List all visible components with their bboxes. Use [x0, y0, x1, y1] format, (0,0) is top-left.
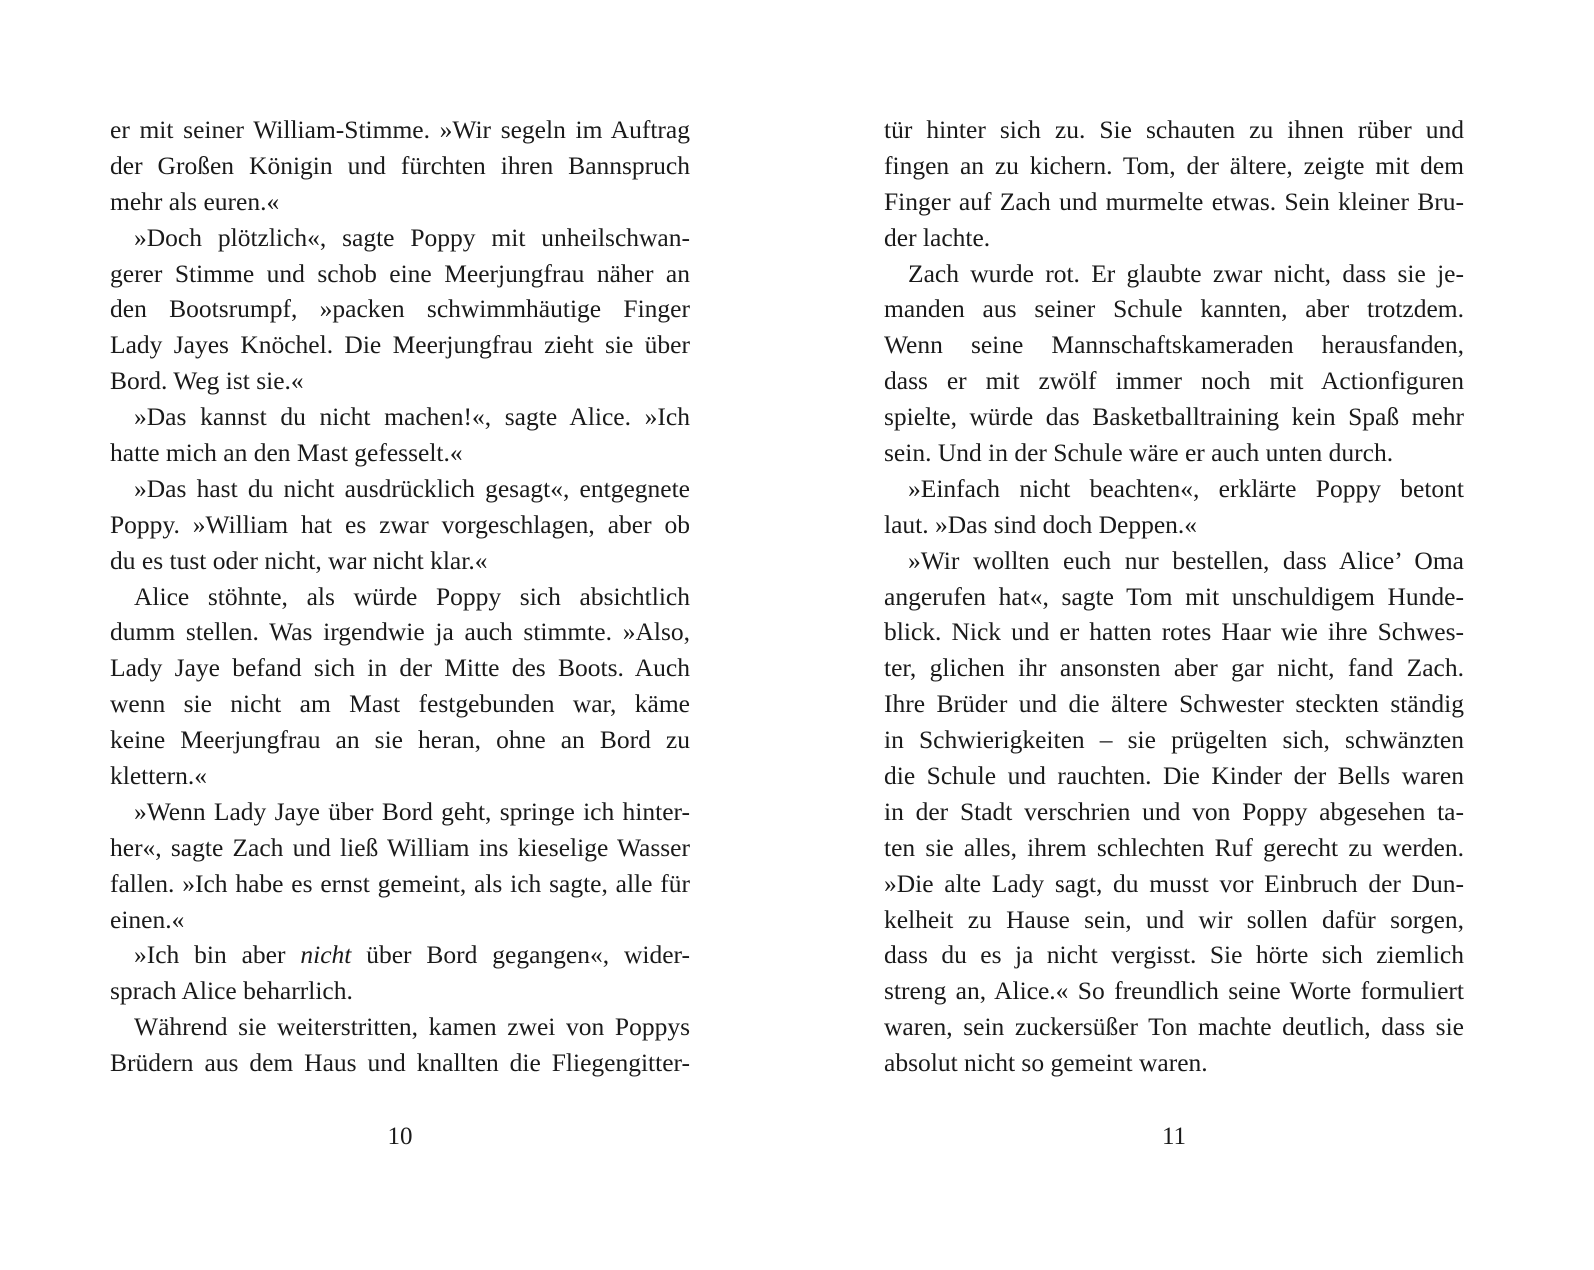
- text-line: in Schwierigkeiten – sie prügelten sich, schwänzten: [884, 725, 1464, 755]
- left-page-text: [110, 112, 690, 1081]
- text-segment: über Bord gegangen«, wider-: [351, 940, 690, 970]
- text-line: sprach Alice beharrlich.: [110, 976, 353, 1006]
- text-line: Bord. Weg ist sie.«: [110, 366, 304, 396]
- text-line: angerufen hat«, sagte Tom mit unschuldigem Hunde-: [884, 581, 1464, 611]
- text-line: sein. Und in der Schule wäre er auch unten durch.: [884, 438, 1394, 468]
- text-line: du es tust oder nicht, war nicht klar.«: [110, 545, 488, 575]
- text-line: der Großen Königin und fürchten ihren Bannspruch: [110, 150, 690, 180]
- text-line: Finger auf Zach und murmelte etwas. Sein kleiner Bru-: [884, 186, 1464, 216]
- text-line: Poppy. »William hat es zwar vorgeschlagen, aber ob: [110, 509, 690, 539]
- text-line: tür hinter sich zu. Sie schauten zu ihnen rüber und: [884, 115, 1464, 144]
- text-line: dass er mit zwölf immer noch mit Actionfiguren: [884, 366, 1464, 396]
- text-line: der lachte.: [884, 222, 991, 252]
- text-line: spielte, würde das Basketballtraining kein Spaß mehr: [884, 402, 1464, 432]
- text-segment: »Ich bin aber: [134, 940, 301, 970]
- text-line: einen.«: [110, 904, 185, 934]
- text-line: [110, 937, 690, 973]
- text-line: dumm stellen. Was irgendwie ja auch stimmte. »Also,: [110, 617, 690, 647]
- text-line: Alice stöhnte, als würde Poppy sich absichtlich: [134, 581, 690, 611]
- text-line: hatte mich an den Mast gefesselt.«: [110, 438, 463, 468]
- text-line: Ihre Brüder und die ältere Schwester steckten ständig: [884, 689, 1464, 719]
- text-line: gerer Stimme und schob eine Meerjungfrau näher an: [110, 258, 690, 288]
- text-line: »Wenn Lady Jaye über Bord geht, springe ich hinter-: [134, 796, 690, 826]
- text-line: waren, sein zuckersüßer Ton machte deutlich, dass sie: [884, 1012, 1464, 1042]
- text-line: Während sie weiterstritten, kamen zwei von Poppys: [134, 1012, 690, 1042]
- left-page-number: 10: [387, 1123, 413, 1150]
- text-line: her«, sagte Zach und ließ William ins kieselige Wasser: [110, 832, 690, 862]
- text-line: streng an, Alice.« So freundlich seine Worte formuliert: [884, 976, 1464, 1006]
- text-line: er mit seiner William-Stimme. »Wir segeln im Auftrag: [110, 115, 690, 144]
- text-line: manden aus seiner Schule kannten, aber trotzdem.: [884, 294, 1464, 324]
- text-line: Zach wurde rot. Er glaubte zwar nicht, dass sie je-: [908, 258, 1464, 288]
- text-line: mehr als euren.«: [110, 186, 280, 216]
- text-line: dass du es ja nicht vergisst. Sie hörte sich ziemlich: [884, 940, 1464, 970]
- text-line: »Das kannst du nicht machen!«, sagte Alice. »Ich: [134, 402, 690, 432]
- text-line: die Schule und rauchten. Die Kinder der Bells waren: [884, 761, 1464, 791]
- text-line: fallen. »Ich habe es ernst gemeint, als ich sagte, alle für: [110, 868, 690, 898]
- text-line: ten sie alles, ihrem schlechten Ruf gerecht zu werden.: [884, 832, 1464, 862]
- right-page-text: [884, 112, 1464, 1081]
- text-line: Lady Jayes Knöchel. Die Meerjungfrau zieht sie über: [110, 330, 690, 360]
- text-line: fingen an zu kichern. Tom, der ältere, zeigte mit dem: [884, 150, 1464, 180]
- text-line: in der Stadt verschrien und von Poppy abgesehen ta-: [884, 796, 1464, 826]
- text-line: »Die alte Lady sagt, du musst vor Einbruch der Dun-: [884, 868, 1464, 898]
- emphasis-text: nicht: [300, 940, 352, 970]
- text-line: blick. Nick und er hatten rotes Haar wie ihre Schwes-: [884, 617, 1464, 647]
- right-page-number: 11: [1161, 1123, 1187, 1150]
- text-line: Brüdern aus dem Haus und knallten die Fliegengitter-: [110, 1048, 690, 1078]
- text-line: laut. »Das sind doch Deppen.«: [884, 509, 1198, 539]
- text-line: den Bootsrumpf, »packen schwimmhäutige Finger: [110, 294, 690, 324]
- text-line: »Doch plötzlich«, sagte Poppy mit unheilschwan-: [134, 222, 690, 252]
- text-line: absolut nicht so gemeint waren.: [884, 1048, 1208, 1078]
- text-line: »Einfach nicht beachten«, erklärte Poppy betont: [908, 473, 1464, 503]
- text-line: »Das hast du nicht ausdrücklich gesagt«, entgegnete: [134, 473, 690, 503]
- text-line: Lady Jaye befand sich in der Mitte des Boots. Auch: [110, 653, 690, 683]
- text-line: klettern.«: [110, 761, 208, 791]
- text-line: wenn sie nicht am Mast festgebunden war, käme: [110, 689, 690, 719]
- text-line: »Wir wollten euch nur bestellen, dass Alice’ Oma: [908, 545, 1464, 575]
- text-line: keine Meerjungfrau an sie heran, ohne an Bord zu: [110, 725, 690, 755]
- text-line: ter, glichen ihr ansonsten aber gar nicht, fand Zach.: [884, 653, 1464, 683]
- text-line: kelheit zu Hause sein, und wir sollen dafür sorgen,: [884, 904, 1464, 934]
- text-line: Wenn seine Mannschaftskameraden herausfanden,: [884, 330, 1464, 360]
